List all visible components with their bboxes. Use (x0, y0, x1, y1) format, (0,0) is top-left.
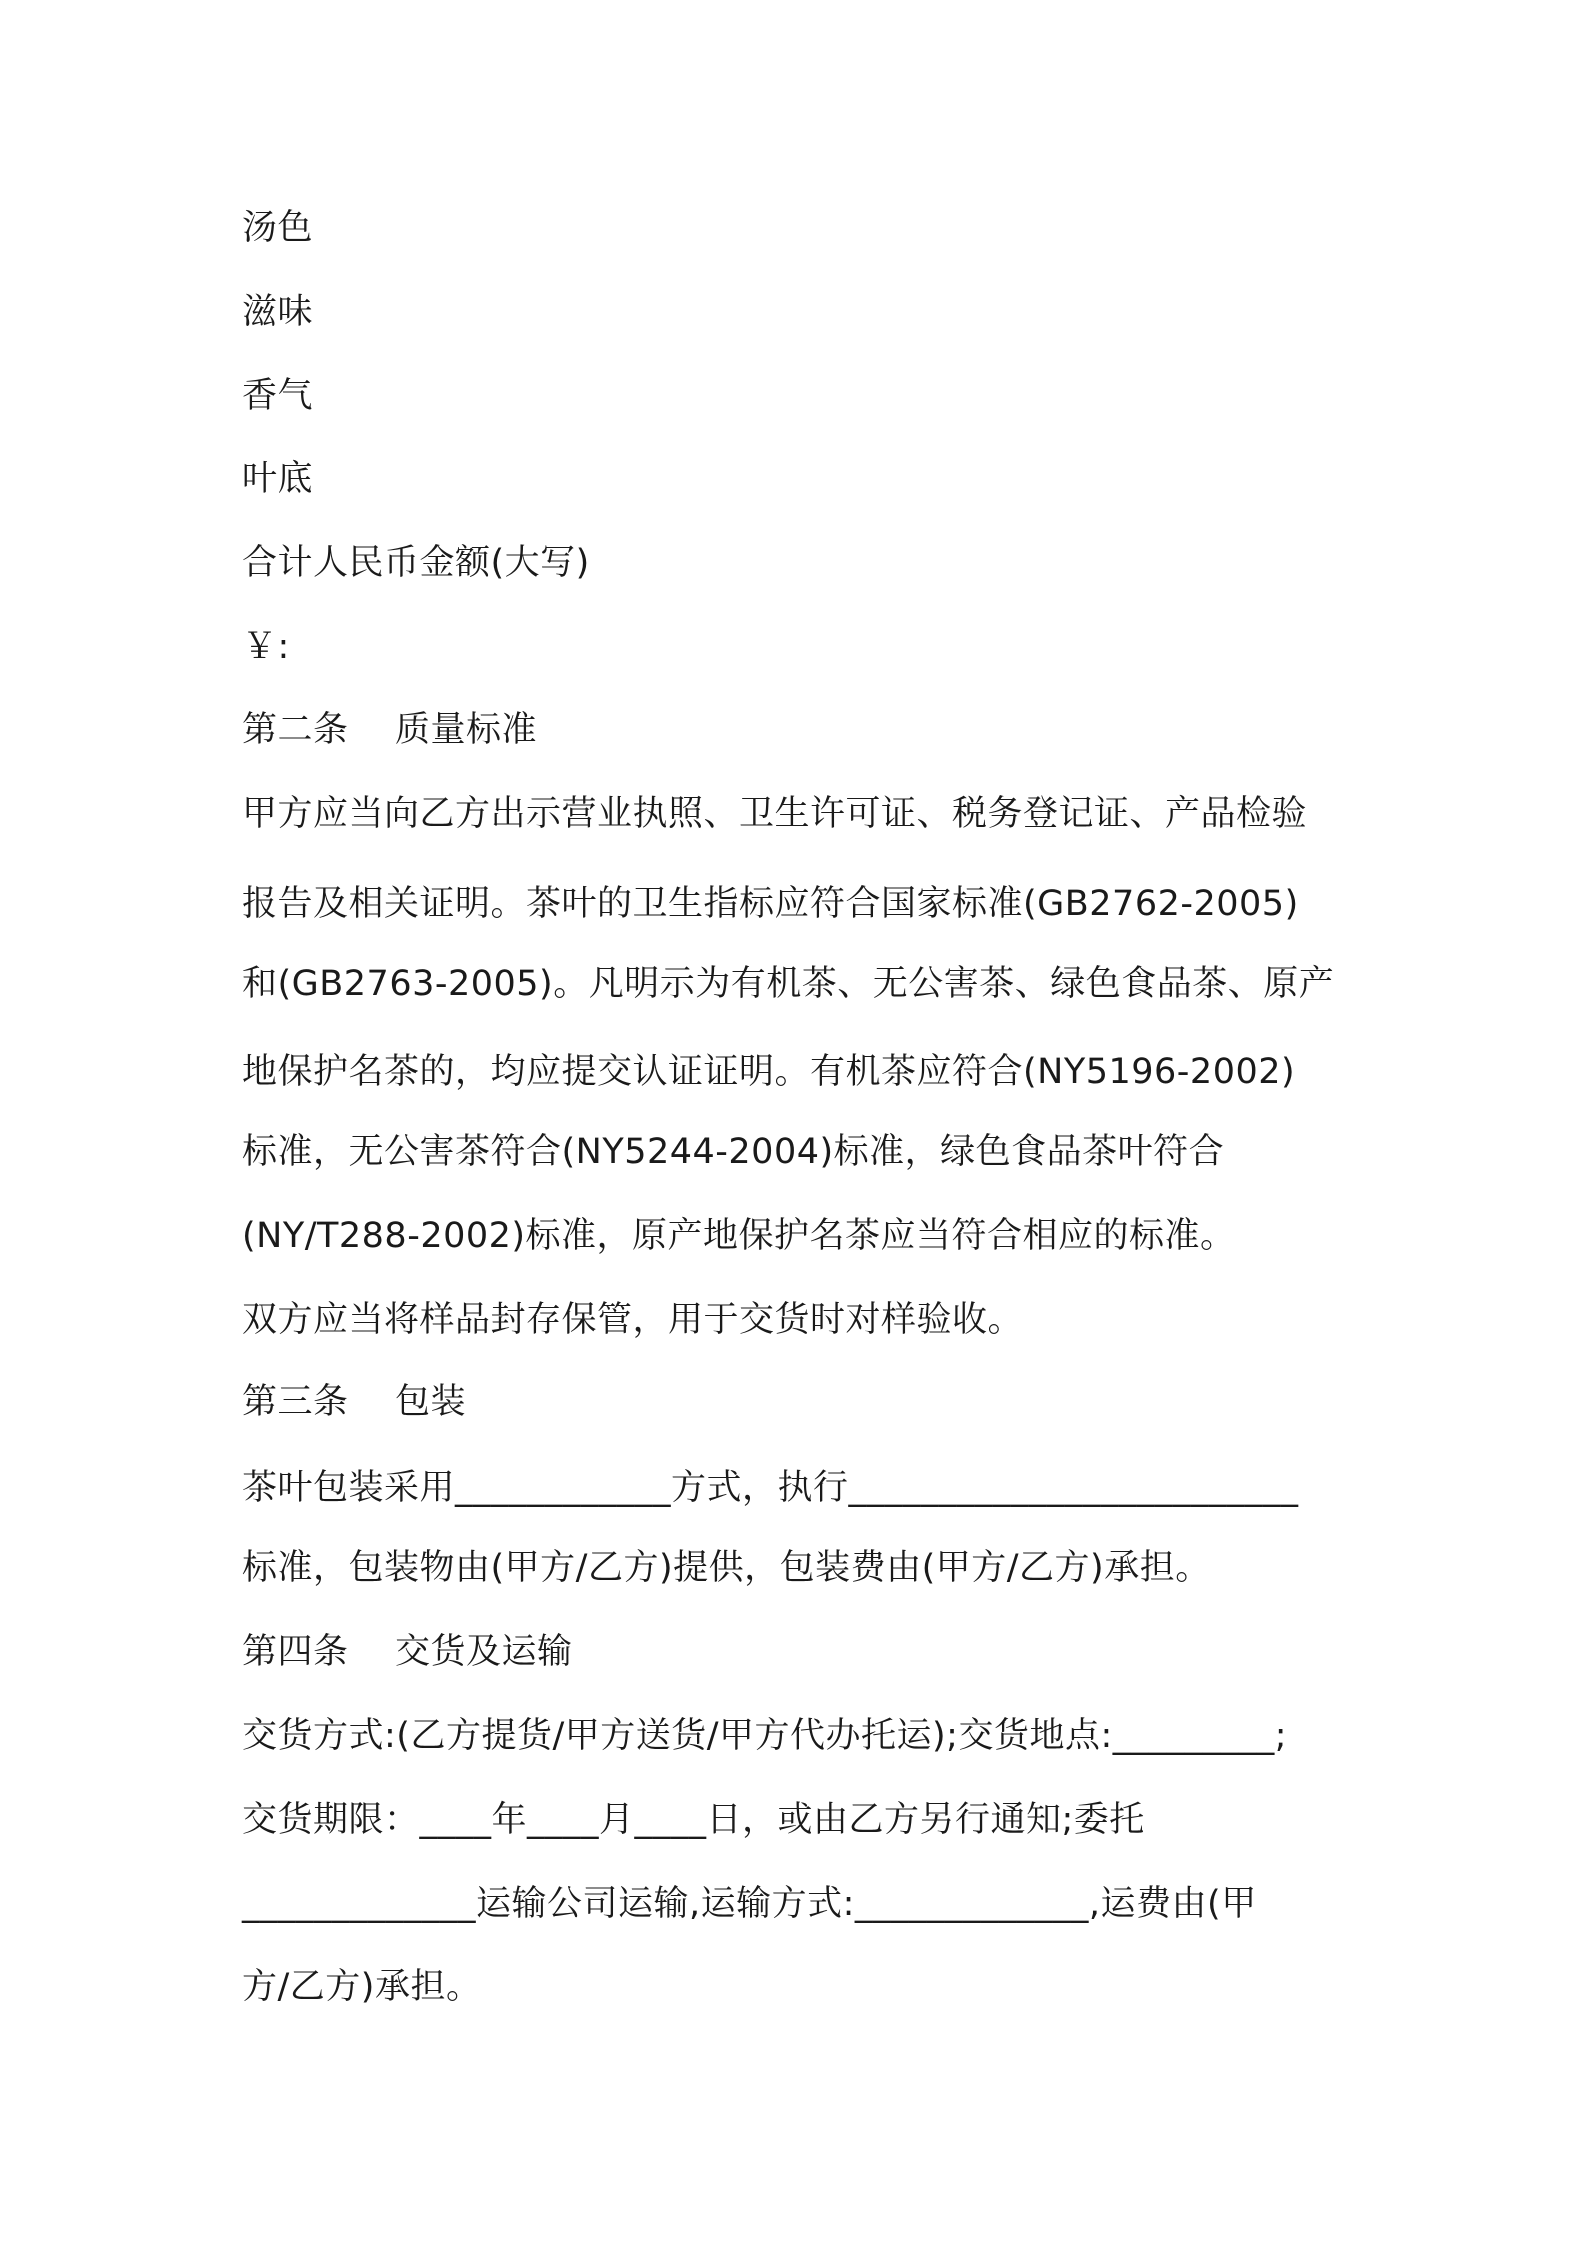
article-2-paragraph-line: 和(GB2763-2005)。凡明示为有机茶、无公害茶、绿色食品茶、原产 (242, 964, 1335, 1004)
delivery-line: 方/乙方)承担。 (242, 1967, 482, 2007)
total-amount-label: 合计人民币金额(大写) (242, 543, 590, 583)
article-2-paragraph-line: 报告及相关证明。茶叶的卫生指标应符合国家标准(GB2762-2005) (242, 884, 1299, 924)
article-2-paragraph-line: 地保护名茶的，均应提交认证证明。有机茶应符合(NY5196-2002) (242, 1052, 1296, 1092)
delivery-line: 交货期限：____年____月____日，或由乙方另行通知;委托 (242, 1800, 1145, 1840)
currency-label: ￥: (242, 627, 290, 667)
delivery-line: _____________运输公司运输,运输方式:_____________,运费由(甲 (242, 1884, 1257, 1924)
packaging-line: 标准，包装物由(甲方/乙方)提供，包装费由(甲方/乙方)承担。 (242, 1548, 1211, 1588)
article-2-heading: 第二条 质量标准 (242, 710, 538, 750)
delivery-line: 交货方式:(乙方提货/甲方送货/甲方代办托运);交货地点:_________; (242, 1716, 1288, 1756)
sample-storage-line: 双方应当将样品封存保管，用于交货时对样验收。 (242, 1300, 1024, 1340)
item-tang-se: 汤色 (242, 208, 314, 248)
packaging-line: 茶叶包装采用____________方式，执行_________________________ (242, 1468, 1299, 1508)
article-4-heading: 第四条 交货及运输 (242, 1632, 573, 1672)
article-2-paragraph-line: 标准，无公害茶符合(NY5244-2004)标准，绿色食品茶叶符合 (242, 1132, 1225, 1172)
article-2-paragraph-line: (NY/T288-2002)标准，原产地保护名茶应当符合相应的标准。 (242, 1216, 1236, 1256)
article-2-paragraph-line: 甲方应当向乙方出示营业执照、卫生许可证、税务登记证、产品检验 (242, 794, 1308, 834)
item-ye-di: 叶底 (242, 459, 314, 499)
item-zi-wei: 滋味 (242, 292, 314, 332)
item-xiang-qi: 香气 (242, 376, 314, 416)
article-3-heading: 第三条 包装 (242, 1382, 467, 1422)
